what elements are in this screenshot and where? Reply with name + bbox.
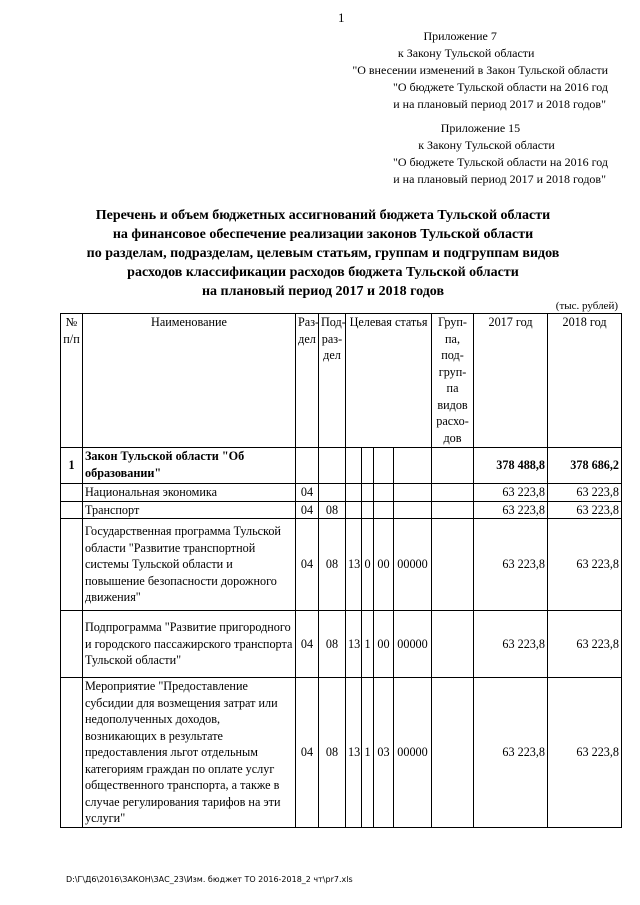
row-2017: 63 223,8: [474, 519, 548, 611]
row-razdel: 04: [296, 611, 319, 678]
row-vr: [432, 519, 474, 611]
row-target-1: 13: [346, 678, 362, 828]
title-line4: расходов классификации расходов бюджета Тульской области: [127, 265, 519, 280]
row-2018: 63 223,8: [548, 501, 622, 519]
appendix-15-header: [393, 120, 608, 188]
row-target-4: [394, 484, 432, 502]
row-vr: [432, 484, 474, 502]
budget-table: [60, 313, 622, 828]
row-num: [61, 484, 83, 502]
row-2017: 63 223,8: [474, 484, 548, 502]
row-target-3: [374, 501, 394, 519]
row-target-4: [394, 448, 432, 484]
row-podrazdel: 08: [319, 611, 346, 678]
table-row: [61, 484, 622, 502]
row-target-2: 1: [362, 678, 374, 828]
row-2017: 63 223,8: [474, 611, 548, 678]
header-2018: 2018 год: [548, 314, 622, 448]
file-path-footer: D:\Г\Д6\2016\ЗАКОН\ЗАС_23\Изм. бюджет ТО 2016-2018_2 чт\pr7.xls: [66, 875, 353, 884]
appendix-7-line4: "О бюджете Тульской области на 2016 год: [392, 80, 608, 94]
row-num: [61, 678, 83, 828]
row-num: [61, 501, 83, 519]
page-number: 1: [338, 10, 345, 25]
row-target-3: 03: [374, 678, 394, 828]
title-line5: на плановый период 2017 и 2018 годов: [201, 284, 445, 299]
row-num: [61, 519, 83, 611]
row-podrazdel: [319, 484, 346, 502]
row-target-2: 1: [362, 611, 374, 678]
row-target-1: [346, 501, 362, 519]
row-2018: 63 223,8: [548, 519, 622, 611]
header-group: Груп-па, под-груп-па видов расхо-дов: [432, 314, 474, 448]
row-target-4: 00000: [394, 611, 432, 678]
row-name: Закон Тульской области "Об образовании": [83, 448, 296, 484]
header-num: № п/п: [61, 314, 83, 448]
row-target-4: 00000: [394, 519, 432, 611]
table-header-row: [61, 314, 622, 448]
row-razdel: 04: [296, 519, 319, 611]
row-target-3: 00: [374, 519, 394, 611]
title-line2: на финансовое обеспечение реализации законов Тульской области: [112, 227, 534, 242]
row-target-4: 00000: [394, 678, 432, 828]
row-name: Транспорт: [83, 501, 296, 519]
row-razdel: 04: [296, 501, 319, 519]
header-2017: 2017 год: [474, 314, 548, 448]
row-razdel: [296, 448, 319, 484]
row-name: Мероприятие "Предоставление субсидии для возмещения затрат или недополученных доходов, возникающих в результате предоставления льгот отдельным категориям граждан по оплате услуг общественного транспорта, а также в случае регулирования тарифов на эти услуги": [83, 678, 296, 828]
document-title: [40, 206, 606, 301]
row-vr: [432, 448, 474, 484]
row-target-2: [362, 448, 374, 484]
row-name: Государственная программа Тульской области "Развитие транспортной системы Тульской области и повышение безопасности дорожного движения": [83, 519, 296, 611]
row-2017: 63 223,8: [474, 678, 548, 828]
table-row: [61, 611, 622, 678]
row-target-4: [394, 501, 432, 519]
row-razdel: 04: [296, 678, 319, 828]
row-podrazdel: 08: [319, 519, 346, 611]
row-2018: 63 223,8: [548, 678, 622, 828]
row-vr: [432, 501, 474, 519]
appendix-15-line2: к Закону Тульской области: [418, 138, 555, 152]
row-target-1: [346, 484, 362, 502]
row-target-1: 13: [346, 611, 362, 678]
title-line1: Перечень и объем бюджетных ассигнований бюджета Тульской области: [95, 208, 551, 223]
row-2017: 378 488,8: [474, 448, 548, 484]
header-name: Наименование: [83, 314, 296, 448]
header-section: Раз-дел: [296, 314, 319, 448]
row-2018: 63 223,8: [548, 484, 622, 502]
row-2018: 378 686,2: [548, 448, 622, 484]
row-vr: [432, 611, 474, 678]
header-target: Целевая статья: [346, 314, 432, 448]
row-target-3: [374, 448, 394, 484]
appendix-7-line2: к Закону Тульской области: [397, 46, 535, 60]
row-podrazdel: 08: [319, 678, 346, 828]
table-row: [61, 678, 622, 828]
table-row: [61, 519, 622, 611]
row-target-2: [362, 484, 374, 502]
row-razdel: 04: [296, 484, 319, 502]
appendix-15-line3: "О бюджете Тульской области на 2016 год: [392, 155, 608, 169]
row-2018: 63 223,8: [548, 611, 622, 678]
row-target-1: 13: [346, 519, 362, 611]
row-2017: 63 223,8: [474, 501, 548, 519]
row-target-2: [362, 501, 374, 519]
row-podrazdel: 08: [319, 501, 346, 519]
appendix-7-line3: "О внесении изменений в Закон Тульской области: [352, 63, 608, 77]
units-label: (тыс. рублей): [555, 300, 618, 312]
row-target-3: 00: [374, 611, 394, 678]
appendix-15-line4: и на плановый период 2017 и 2018 годов": [393, 172, 606, 186]
row-target-3: [374, 484, 394, 502]
appendix-7-line1: Приложение 7: [423, 29, 497, 43]
row-name: Национальная экономика: [83, 484, 296, 502]
appendix-7-header: [352, 28, 608, 113]
appendix-15-line1: Приложение 15: [440, 121, 521, 135]
appendix-7-line5: и на плановый период 2017 и 2018 годов": [393, 97, 606, 111]
header-subsection: Под-раз-дел: [319, 314, 346, 448]
row-vr: [432, 678, 474, 828]
title-line3: по разделам, подразделам, целевым статьям, группам и подгруппам видов: [86, 246, 560, 261]
row-num: 1: [61, 448, 83, 484]
row-num: [61, 611, 83, 678]
row-target-1: [346, 448, 362, 484]
table-row: [61, 448, 622, 484]
row-name: Подпрограмма "Развитие пригородного и городского пассажирского транспорта Тульской области": [83, 611, 296, 678]
row-podrazdel: [319, 448, 346, 484]
table-row: [61, 501, 622, 519]
row-target-2: 0: [362, 519, 374, 611]
